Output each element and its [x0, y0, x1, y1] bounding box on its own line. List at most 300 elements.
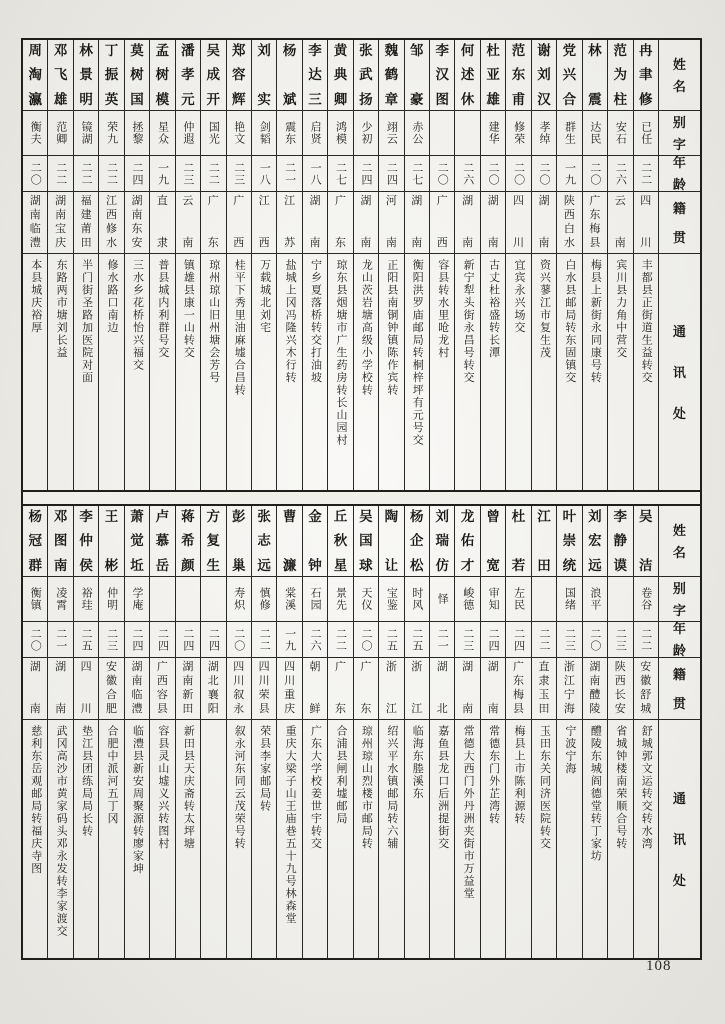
address-cell	[125, 719, 149, 958]
age-cell-text: 二四	[181, 627, 194, 652]
address-cell-text: 修水路口南边	[106, 259, 119, 334]
name-cell-text: 李 汉 图	[435, 43, 449, 107]
native-cell-text: 湖 南	[411, 195, 423, 249]
name-cell	[227, 506, 251, 576]
age-cell	[557, 621, 581, 657]
name-cell-text: 丁 振 英	[104, 43, 119, 107]
native-cell	[532, 191, 556, 253]
byname-cell	[277, 576, 301, 621]
native-cell	[277, 191, 301, 253]
age-cell	[481, 155, 505, 191]
person-column	[353, 40, 378, 490]
age-cell	[23, 155, 47, 191]
address-cell-text: 舒城郭文运转交转水湾	[640, 725, 653, 850]
native-cell	[277, 657, 301, 719]
age-cell-text: 二二	[105, 161, 118, 186]
native-cell	[481, 657, 505, 719]
name-cell	[405, 40, 429, 110]
address-cell	[328, 719, 352, 958]
byname-cell-text: 安石	[614, 121, 627, 145]
native-cell	[303, 191, 327, 253]
native-cell	[227, 657, 251, 719]
native-cell	[328, 191, 352, 253]
native-cell-text: 湖 北	[436, 661, 448, 715]
name-cell-text: 林 景 明	[79, 43, 93, 107]
address-cell	[405, 253, 429, 490]
name-cell	[354, 506, 378, 576]
age-cell-text: 二三	[461, 627, 474, 652]
age-cell-text: 二七	[334, 161, 347, 186]
name-cell	[405, 506, 429, 576]
address-cell-text: 荣县李家邮局转	[258, 725, 271, 813]
age-cell	[125, 155, 149, 191]
native-cell-text: 直 隶	[156, 195, 168, 249]
person-column	[47, 40, 72, 490]
native-cell	[99, 657, 123, 719]
native-cell-text: 直 隶 玉 田	[538, 661, 550, 715]
header-native	[659, 191, 700, 253]
name-cell-text: 杨 企 松	[410, 509, 424, 573]
age-cell-text: 二四	[512, 627, 525, 652]
byname-cell-text: 范卿	[54, 121, 67, 145]
native-cell-text: 广 西	[436, 195, 448, 249]
address-cell	[506, 253, 530, 490]
byname-cell	[48, 110, 72, 155]
native-cell	[328, 657, 352, 719]
address-cell-text: 东路两市塘刘长益	[55, 259, 68, 359]
address-cell-text: 醴陵东城阎德堂转丁家坊	[589, 725, 602, 863]
name-cell	[532, 40, 556, 110]
age-cell	[303, 621, 327, 657]
native-cell	[455, 657, 479, 719]
page-number: 108	[646, 958, 672, 974]
native-cell	[379, 191, 403, 253]
age-cell	[176, 155, 200, 191]
name-cell-text: 吴 成 开	[206, 43, 221, 107]
age-cell	[201, 155, 225, 191]
age-cell	[74, 155, 98, 191]
native-cell-text: 四 川	[513, 195, 525, 249]
header-column	[658, 506, 700, 958]
address-cell-text: 常德大西门外丹洲夹街市万益堂	[462, 725, 475, 900]
native-cell-text: 四 川	[640, 195, 652, 249]
header-age	[659, 621, 700, 657]
name-cell-text: 莫 树 国	[130, 43, 144, 107]
age-cell-text: 二〇	[588, 161, 601, 186]
address-cell	[125, 253, 149, 490]
address-cell-text: 重庆大梁子山王庙巷五十九号林森堂	[284, 725, 297, 925]
address-cell	[583, 253, 607, 490]
age-cell-text: 二六	[614, 161, 627, 186]
name-cell	[23, 40, 47, 110]
byname-cell	[634, 576, 658, 621]
name-cell-text: 龙 佑 才	[460, 509, 475, 573]
native-cell	[405, 191, 429, 253]
address-cell	[455, 253, 479, 490]
native-cell	[557, 657, 581, 719]
age-cell-text: 二五	[410, 627, 423, 652]
address-cell-text: 琼东县烟塘市广生药房转长山园村	[334, 259, 347, 447]
address-cell	[430, 719, 454, 958]
name-cell	[48, 506, 72, 576]
person-column	[251, 506, 276, 958]
byname-cell	[303, 576, 327, 621]
byname-cell	[48, 576, 72, 621]
address-cell	[506, 719, 530, 958]
name-cell	[176, 506, 200, 576]
byname-cell-text: 衡镇	[29, 587, 42, 611]
header-native	[659, 657, 700, 719]
native-cell	[48, 191, 72, 253]
name-cell-text: 蒋 希 颜	[181, 509, 195, 573]
address-cell	[201, 719, 225, 958]
address-cell-text: 新田县天庆斋转太坪塘	[182, 725, 195, 850]
address-cell	[227, 253, 251, 490]
byname-cell	[354, 576, 378, 621]
age-cell	[150, 155, 174, 191]
directory-section-top	[23, 40, 700, 490]
person-column	[556, 40, 581, 490]
native-cell-text: 湖 南	[55, 661, 67, 715]
header-name-text: 姓 名	[672, 56, 686, 94]
name-cell-text: 丘 秋 星	[333, 509, 348, 573]
name-cell	[99, 506, 123, 576]
byname-cell-text: 石园	[309, 587, 322, 611]
age-cell-text: 二六	[461, 161, 474, 186]
header-age-text: 年 龄	[672, 621, 686, 657]
age-cell-text: 二〇	[588, 627, 601, 652]
age-cell-text: 一八	[309, 161, 322, 186]
byname-cell-text: 群生	[563, 121, 576, 145]
name-cell	[252, 506, 276, 576]
native-cell-text: 湖 北 襄 阳	[207, 661, 219, 715]
person-column	[327, 506, 352, 958]
age-cell-text: 二四	[385, 161, 398, 186]
person-column	[633, 40, 658, 490]
address-cell	[277, 719, 301, 958]
native-cell-text: 四 川 荣 县	[258, 661, 270, 715]
byname-cell	[405, 110, 429, 155]
age-cell	[277, 155, 301, 191]
address-cell-text: 丰都县正街道生益转交	[640, 259, 653, 384]
person-column	[582, 40, 607, 490]
byname-cell	[532, 110, 556, 155]
byname-cell-text: 已任	[639, 121, 652, 145]
address-cell	[608, 253, 632, 490]
native-cell	[74, 657, 98, 719]
byname-cell	[481, 576, 505, 621]
name-cell-text: 刘 瑞 仿	[435, 509, 449, 573]
address-cell	[48, 253, 72, 490]
address-cell-text: 琼州琼山烈楼市邮局转	[360, 725, 373, 850]
age-cell-text: 二一	[283, 161, 296, 186]
address-cell	[227, 719, 251, 958]
age-cell	[227, 155, 251, 191]
native-cell-text: 广 东	[207, 195, 219, 249]
name-cell-text: 孟 树 模	[155, 43, 170, 107]
address-cell	[379, 253, 403, 490]
name-cell-text: 杜 若	[511, 509, 526, 573]
age-cell	[23, 621, 47, 657]
byname-cell	[328, 576, 352, 621]
native-cell	[506, 191, 530, 253]
native-cell	[125, 191, 149, 253]
age-cell-text: 二五	[385, 627, 398, 652]
address-cell-text: 梅县上新街永同康号转	[589, 259, 602, 384]
age-cell	[328, 155, 352, 191]
address-cell-text: 宁波宁海	[563, 725, 576, 775]
native-cell	[354, 191, 378, 253]
address-cell	[532, 719, 556, 958]
age-cell-text: 二〇	[29, 161, 42, 186]
name-cell	[23, 506, 47, 576]
byname-cell	[354, 110, 378, 155]
byname-cell	[405, 576, 429, 621]
native-cell	[48, 657, 72, 719]
age-cell	[176, 621, 200, 657]
age-cell-text: 二〇	[232, 627, 245, 652]
name-cell	[455, 506, 479, 576]
byname-cell	[303, 110, 327, 155]
address-cell	[379, 719, 403, 958]
address-cell	[252, 719, 276, 958]
byname-cell	[608, 576, 632, 621]
header-column	[658, 40, 700, 490]
header-age	[659, 155, 700, 191]
name-cell-text: 郑 容 辉	[231, 43, 246, 107]
age-cell-text: 二二	[639, 161, 652, 186]
name-cell-text: 何 述 休	[460, 43, 475, 107]
native-cell	[150, 657, 174, 719]
address-cell	[430, 253, 454, 490]
name-cell	[430, 40, 454, 110]
native-cell	[430, 657, 454, 719]
age-cell-text: 一八	[258, 161, 271, 186]
header-byname-text: 别 字	[672, 114, 686, 152]
native-cell	[23, 657, 47, 719]
byname-cell-text: 棠溪	[283, 587, 296, 611]
name-cell-text: 刘 实	[257, 43, 271, 107]
address-cell-text: 资兴蓼江市复生茂	[538, 259, 551, 359]
name-cell-text: 王 彬	[104, 509, 119, 573]
native-cell-text: 江 西 修 水	[106, 195, 118, 249]
person-column	[480, 40, 505, 490]
name-cell	[583, 506, 607, 576]
address-cell	[48, 719, 72, 958]
header-address	[659, 719, 700, 958]
byname-cell-text: 峻德	[461, 587, 474, 611]
byname-cell	[99, 576, 123, 621]
person-column	[276, 40, 301, 490]
address-cell-text: 省城钟楼南荣顺合号转	[614, 725, 627, 850]
native-cell-text: 云 南	[182, 195, 194, 249]
name-cell	[150, 40, 174, 110]
address-cell-text: 绍兴平水镇邮局转六辅	[385, 725, 398, 850]
native-cell	[532, 657, 556, 719]
byname-cell-text: 建华	[487, 121, 500, 145]
byname-cell	[227, 110, 251, 155]
byname-cell-text: 审知	[487, 587, 500, 611]
address-cell	[150, 253, 174, 490]
byname-cell-text: 仲遐	[181, 121, 194, 145]
name-cell	[506, 506, 530, 576]
native-cell	[608, 657, 632, 719]
person-column	[378, 506, 403, 958]
name-cell	[481, 40, 505, 110]
name-cell-text: 党 兴 合	[562, 43, 577, 107]
age-cell	[48, 155, 72, 191]
person-column	[73, 506, 98, 958]
age-cell	[150, 621, 174, 657]
native-cell	[227, 191, 251, 253]
native-cell	[125, 657, 149, 719]
native-cell-text: 广 西	[233, 195, 245, 249]
native-cell	[506, 657, 530, 719]
name-cell-text: 杜 亚 雄	[486, 43, 500, 107]
native-cell-text: 四 川	[80, 661, 92, 715]
age-cell	[227, 621, 251, 657]
native-cell-text: 广 东	[360, 661, 372, 715]
person-column	[124, 506, 149, 958]
byname-cell-text: 达民	[588, 121, 601, 145]
address-cell	[277, 253, 301, 490]
age-cell	[455, 155, 479, 191]
native-cell-text: 湖 南 东 安	[131, 195, 143, 249]
name-cell	[634, 506, 658, 576]
native-cell-text: 湖 南 醴 陵	[589, 661, 601, 715]
native-cell-text: 广 东	[334, 661, 346, 715]
age-cell	[583, 155, 607, 191]
address-cell	[557, 719, 581, 958]
name-cell-text: 冉 聿 修	[638, 43, 653, 107]
age-cell-text: 二二	[258, 627, 271, 652]
byname-cell-text: 鸿模	[334, 121, 347, 145]
native-cell-text: 浙 江 宁 海	[563, 661, 575, 715]
person-column	[582, 506, 607, 958]
byname-cell	[150, 110, 174, 155]
native-cell	[201, 657, 225, 719]
byname-cell-text: 卷谷	[639, 587, 652, 611]
byname-cell-text: 左民	[512, 587, 525, 611]
age-cell-text: 二四	[487, 627, 500, 652]
person-column	[226, 506, 251, 958]
native-cell-text: 江 苏	[284, 195, 296, 249]
byname-cell	[176, 576, 200, 621]
name-cell	[277, 40, 301, 110]
native-cell	[405, 657, 429, 719]
address-cell	[99, 719, 123, 958]
person-column	[23, 506, 47, 958]
name-cell-text: 李 静 谟	[613, 509, 628, 573]
native-cell-text: 广 东	[334, 195, 346, 249]
byname-cell-text: 修荣	[512, 121, 525, 145]
byname-cell-text: 浪平	[588, 587, 601, 611]
age-cell-text: 二七	[410, 161, 423, 186]
age-cell	[430, 621, 454, 657]
name-cell-text: 曹 濂	[282, 509, 297, 573]
address-cell-text: 琼州琼山旧州塘会芳号	[207, 259, 220, 384]
address-cell-text: 古丈杜裕盛转长潭	[487, 259, 500, 359]
age-cell-text: 二二	[207, 161, 220, 186]
person-column	[378, 40, 403, 490]
name-cell	[557, 506, 581, 576]
byname-cell	[430, 110, 454, 155]
header-native-text: 籍 贯	[672, 666, 686, 711]
name-cell	[150, 506, 174, 576]
age-cell	[405, 621, 429, 657]
header-name	[659, 506, 700, 576]
address-cell-text: 临海东塍溪东	[411, 725, 424, 800]
native-cell	[252, 657, 276, 719]
address-cell-text: 白水县邮局转东固镇交	[563, 259, 576, 384]
native-cell	[379, 657, 403, 719]
name-cell	[634, 40, 658, 110]
age-cell	[430, 155, 454, 191]
name-cell-text: 彭 巢	[231, 509, 246, 573]
native-cell	[74, 191, 98, 253]
byname-cell	[74, 576, 98, 621]
address-cell-text: 叙永河东同云茂荣号转	[233, 725, 246, 850]
name-cell-text: 周 淘 瀛	[28, 43, 42, 107]
address-cell-text: 常德东门外芷湾转	[487, 725, 500, 825]
native-cell-text: 湖 南	[462, 195, 474, 249]
age-cell	[481, 621, 505, 657]
address-cell	[23, 719, 47, 958]
address-cell-text: 垫江县团练局局长转	[80, 725, 93, 838]
address-cell-text: 嘉鱼县龙口后洲提街交	[436, 725, 449, 850]
name-cell-text: 江 田	[537, 509, 551, 573]
native-cell-text: 云 南	[614, 195, 626, 249]
person-column	[404, 40, 429, 490]
name-cell	[303, 40, 327, 110]
byname-cell	[532, 576, 556, 621]
byname-cell-text: 少初	[359, 121, 372, 145]
name-cell	[532, 506, 556, 576]
address-cell	[74, 253, 98, 490]
native-cell-text: 安 徽 合 肥	[106, 661, 118, 715]
byname-cell	[430, 576, 454, 621]
native-cell	[583, 191, 607, 253]
byname-cell-text: 剑韬	[258, 121, 271, 145]
section-divider	[23, 490, 700, 506]
address-cell	[608, 719, 632, 958]
header-name	[659, 40, 700, 110]
byname-cell	[252, 110, 276, 155]
header-byname	[659, 576, 700, 621]
address-cell-text: 广东大学校姜世宇转交	[309, 725, 322, 850]
name-cell-text: 卢 慕 岳	[155, 509, 170, 573]
name-cell-text: 张 武 扬	[359, 43, 373, 107]
native-cell-text: 湖 南 临 澧	[29, 195, 41, 249]
age-cell-text: 二〇	[512, 161, 525, 186]
age-cell	[405, 155, 429, 191]
address-cell	[634, 719, 658, 958]
address-cell-text: 新宁犁头街永昌号转交	[462, 259, 475, 384]
byname-cell-text: 衡夫	[29, 121, 42, 145]
name-cell-text: 曾 宽	[486, 509, 500, 573]
native-cell-text: 湖 南	[462, 661, 474, 715]
age-cell	[354, 621, 378, 657]
byname-cell	[74, 110, 98, 155]
name-cell	[328, 506, 352, 576]
byname-cell	[99, 110, 123, 155]
age-cell	[379, 155, 403, 191]
native-cell-text: 朝 鲜	[309, 661, 321, 715]
name-cell	[227, 40, 251, 110]
name-cell-text: 林 震	[588, 43, 602, 107]
address-cell	[99, 253, 123, 490]
byname-cell-text: 怿	[436, 593, 449, 605]
